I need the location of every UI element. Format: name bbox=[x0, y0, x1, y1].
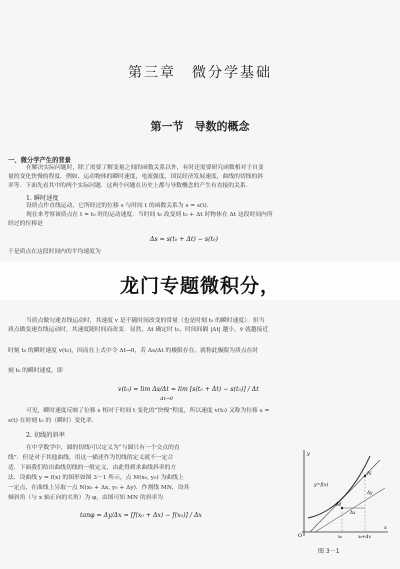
delta-y-label: Δy bbox=[367, 490, 373, 495]
chapter-title: 第三章 微分学基础 bbox=[128, 65, 272, 81]
formula-limit-subscript: Δt→0 bbox=[160, 396, 173, 402]
paragraph-line: 时刻 t₀ 的瞬时速度 v(t₀)，因而在上式中令 Δt→0，若 Δs/Δt 的极限存在，就称此极限为质点在时 bbox=[8, 348, 259, 354]
paragraph-line: 质点做变速直线运动时，其速度随时间而改变．显然，Δt 确定时 t₀，时间间隔 |Δt| 越小，v̄ 就越接近 bbox=[8, 327, 269, 333]
origin-label: O bbox=[298, 533, 303, 538]
delta-x-label: Δx bbox=[350, 510, 356, 515]
curve-label: y=f(x) bbox=[314, 483, 329, 488]
paragraph-line: 适．下面我们给出曲线切线的一般定义，由此得到求曲线斜率的方 bbox=[8, 465, 177, 471]
paragraph-line: 设质点作直线运动，它所经过的位移 s 与时间 t 的函数关系为 s = s(t)． bbox=[26, 203, 213, 209]
x0dx-label: x₀+Δx bbox=[358, 534, 371, 538]
paragraph-line: 率等．下面先看其中的两个实际问题．这两个问题在历史上都与导数概念的产生有直接的关系． bbox=[8, 183, 252, 189]
subheading-velocity: 1. 瞬时速度 bbox=[26, 195, 59, 202]
paragraph-line: 法．设曲线 y = f(x) 的图形如图 3－1 所示，点 M(x₀, y₀) 为曲线上 bbox=[8, 475, 184, 481]
paragraph-line: 在解决实际问题时，除了需要了解变量之间的函数关系以外，有时还需要研究函数相对于自变 bbox=[26, 165, 264, 171]
point-n-label: N bbox=[367, 471, 372, 477]
paragraph-line: 一定点，在曲线上另取一点 N(x₀ + Δx, y₀ + Δy)．作割线 MN，设其 bbox=[8, 485, 190, 491]
point-n-dot bbox=[364, 475, 366, 477]
formula-secant-slope: tanφ = Δy/Δx = [f(x₀ + Δx) − f(x₀)] / Δx bbox=[80, 512, 202, 519]
heading-background: 一、微分学产生的背景 bbox=[8, 157, 71, 164]
paragraph-line: 线”．但是对于其他曲线，用这一描述作为切线的定义就不一定合 bbox=[8, 455, 174, 461]
paragraph-line: s(t) 在时刻 t₀ 的（瞬时）变化率． bbox=[8, 418, 98, 424]
paragraph-line: 在中学数学中，圆的切线可以定义为“与圆只有一个交点的直 bbox=[26, 445, 180, 451]
paragraph-line: 于是质点在这段时间内的平均速度为 bbox=[8, 249, 101, 255]
point-m-dot bbox=[341, 507, 343, 509]
tangent-figure bbox=[290, 448, 390, 538]
subheading-tangent: 2. 切线的斜率 bbox=[26, 432, 65, 439]
x-axis-label: x bbox=[384, 525, 387, 531]
banner-title: 龙门专题微积分， bbox=[119, 275, 280, 297]
x0-label: x₀ bbox=[338, 534, 343, 538]
formula-instant-velocity: v(t₀) = lim Δs/Δt = lim [s(t₀ + Δt) − s(t₀)] / Δt bbox=[118, 386, 259, 393]
paragraph-line: 刻 t₀ 的瞬时速度，即 bbox=[8, 368, 63, 374]
figure-caption: 图 3－1 bbox=[318, 548, 340, 555]
formula-delta-s: Δs = s(t₀ + Δt) − s(t₀) bbox=[150, 236, 218, 243]
paragraph-line: 经过的位移是 bbox=[8, 221, 43, 227]
point-m-label: M bbox=[336, 502, 342, 508]
y-axis-label: y bbox=[307, 451, 310, 457]
paragraph-line: 量的变化快慢的程度．例如，运动物体的瞬时速度，电流强度，国民经济发展速度，曲线的切线的斜 bbox=[8, 174, 264, 180]
paragraph-line: 可见，瞬时速度反映了位移 s 相对于时间 t 变化的“快慢”程度，所以速度 v(t₀) 又称为位移 s = bbox=[26, 408, 270, 414]
section-title: 第一节 导数的概念 bbox=[150, 120, 250, 133]
paragraph-line: 当质点做匀速直线运动时，其速度 v 是不随时间改变的常量（也是时刻 t₀ 的瞬时速度）．但当 bbox=[26, 318, 265, 324]
paragraph-line: 现在来考察该质点在 t = t₀ 时的运动速度．当时间 t₀ 改变到 t₀ + Δt 时物体在 Δt 这段时间内所 bbox=[26, 212, 273, 218]
paragraph-line: 倾斜角（与 x 轴正向的夹角）为 φ，由图可知 MN 的斜率为 bbox=[8, 495, 164, 501]
